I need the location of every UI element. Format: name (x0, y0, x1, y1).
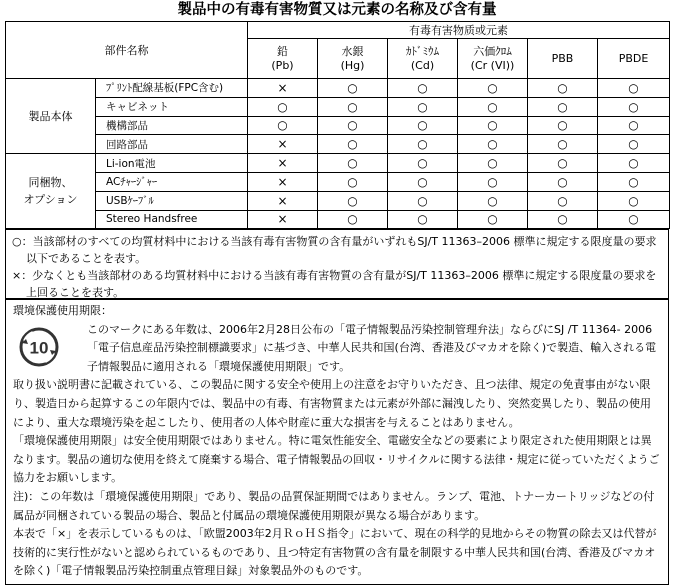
substance-column-header (598, 39, 670, 79)
substance-mark: ○ (248, 116, 318, 135)
substance-mark: ○ (388, 135, 458, 154)
substance-mark: ○ (458, 97, 528, 116)
substance-mark: ○ (528, 135, 598, 154)
part-name-header: 部件名称 (6, 22, 248, 79)
group-name-line: オプション (23, 193, 78, 207)
table-row (6, 172, 670, 191)
substance-mark: ○ (458, 154, 528, 173)
legend-circle-note: ○：当該部材のすべての均質材料中における当該有毒有害物質の含有量がいずれもSJ/T 11363–2006 標準に規定する限度量の要求以下であることを表す。 (12, 235, 657, 265)
substance-mark: × (248, 210, 318, 229)
table-row (6, 97, 670, 116)
notice-paragraph-5: 本表で「×」を表示しているものは、「欧盟2003年2月ＲｏＨＳ指令」において、現在の科学的見地からその物質の除去又は代替が技術的に実行性がないと認められているものであり、且つ特定有害物質の含有量を制限する中華人民共和国(台湾、香港及びマカオを除く)「電子情報製品汚染控制重点管理目録」対象製品外のものです。 (13, 527, 657, 578)
notice-paragraph-4: 注)：この年数は「環境保護使用期限」であり、製品の品質保証期間ではありません。ランプ、電池、トナーカートリッジなどの付属品が同梱されている製品の場合、製品と付属品の環境保護使用期限が異なる場合があります。 (13, 489, 655, 522)
substance-mark: ○ (458, 135, 528, 154)
substance-mark: ○ (528, 210, 598, 229)
substance-mark: ○ (598, 116, 670, 135)
component-name: ACﾁｬｰｼﾞｬｰ (96, 172, 248, 191)
substance-mark: × (248, 135, 318, 154)
legend (5, 229, 669, 299)
hazardous-substance-table (5, 21, 670, 229)
substance-mark: ○ (318, 135, 388, 154)
group-name-cell (6, 154, 96, 229)
substance-mark: ○ (598, 154, 670, 173)
component-name: 機構部品 (96, 116, 248, 135)
substance-symbol: (Cr (VI)) (470, 58, 515, 72)
substance-name: 六価ｸﾛﾑ (473, 44, 512, 58)
substance-mark: ○ (598, 79, 670, 98)
substance-name: 鉛 (277, 44, 288, 58)
substance-mark: ○ (318, 172, 388, 191)
substance-mark: ○ (458, 172, 528, 191)
substance-mark: ○ (388, 79, 458, 98)
legend-cross-note: ×：少なくとも当該部材のある均質材料中における当該有毒有害物質の含有量がSJ/T 11363–2006 標準に規定する限度量の要求を上回ることを表す。 (12, 269, 657, 299)
group-name-line: 同梱物、 (28, 176, 73, 190)
substance-mark: ○ (528, 116, 598, 135)
component-name: Stereo Handsfree (96, 210, 248, 229)
substance-mark: ○ (388, 116, 458, 135)
substance-mark: ○ (318, 154, 388, 173)
substance-mark: × (248, 172, 318, 191)
substance-mark: ○ (388, 172, 458, 191)
substance-mark: × (248, 191, 318, 210)
substance-mark: ○ (458, 116, 528, 135)
substance-mark: ○ (388, 210, 458, 229)
epup-10-year-logo-icon (19, 327, 59, 367)
substance-symbol: (Pb) (271, 58, 294, 72)
substance-symbol: (Hg) (340, 58, 365, 72)
substance-mark: ○ (598, 172, 670, 191)
substance-mark: ○ (318, 79, 388, 98)
epup-logo-number: 10 (29, 338, 49, 358)
substance-mark: × (248, 79, 318, 98)
substance-mark: ○ (528, 97, 598, 116)
substance-mark: ○ (458, 79, 528, 98)
substance-header: 有毒有害物质或元素 (248, 22, 670, 39)
substance-mark: ○ (318, 191, 388, 210)
table-row (6, 210, 670, 229)
component-name: ﾌﾟﾘﾝﾄ配線基板(FPC含む) (96, 79, 248, 98)
substance-mark: ○ (458, 210, 528, 229)
substance-column-header (318, 39, 388, 79)
substance-mark: ○ (458, 191, 528, 210)
substance-mark: ○ (528, 172, 598, 191)
substance-mark: ○ (528, 191, 598, 210)
substance-column-header (388, 39, 458, 79)
substance-name: 水銀 (341, 44, 364, 58)
document-title: 製品中の有毒有害物質又は元素の名称及び含有量 (177, 2, 497, 18)
substance-column-header (528, 39, 598, 79)
notice-paragraph-3: 「環境保護使用期限」は安全使用期限ではありません。特に電気性能安全、電磁安全などの要素により限定された使用期限とは異なります。製品の適切な使用を終えて廃棄する場合、電子情報製品の回収・リサイクルに関する法律・規定に従っていただくようご協力をお願いします。 (13, 434, 660, 485)
substance-mark: ○ (248, 97, 318, 116)
substance-mark: ○ (388, 191, 458, 210)
substance-mark: ○ (388, 154, 458, 173)
substance-mark: ○ (528, 154, 598, 173)
substance-symbol: (Cd) (410, 58, 435, 72)
table-row (6, 116, 670, 135)
substance-mark: ○ (318, 97, 388, 116)
notice-paragraph-2: 取り扱い説明書に記載されている、この製品に関する安全や使用上の注意をお守りいただき、且つ法律、規定の免責事由がない限り、製造日から起算するこの年限内では、製品中の有毒、有害物質または元素が外部に漏洩したり、突然変異したり、製品の使用により、重大な環境汚染を起こしたり、使用者の人体や財産に重大な損害を与えることはありません。 (13, 378, 651, 429)
table-row (6, 191, 670, 210)
environmental-notice (5, 299, 669, 585)
substance-mark: ○ (598, 135, 670, 154)
group-name-line: 製品本体 (28, 109, 73, 123)
substance-name: PBDE (618, 51, 649, 65)
substance-mark: ○ (598, 191, 670, 210)
table-row (6, 135, 670, 154)
group-name-cell (6, 79, 96, 154)
substance-name: ｶﾄﾞﾐｳﾑ (406, 44, 439, 58)
substance-mark: ○ (598, 210, 670, 229)
notice-heading: 環境保護使用期限： (13, 304, 112, 317)
substance-column-header (248, 39, 318, 79)
substance-mark: ○ (528, 79, 598, 98)
component-name: キャビネット (96, 97, 248, 116)
substance-column-header (458, 39, 528, 79)
component-name: USBｹｰﾌﾞﾙ (96, 191, 248, 210)
table-row (6, 154, 670, 173)
notice-logo-paragraph: このマークにある年数は、2006年2月28日公布の「電子情報製品汚染控制管理弁法」ならびにSJ /T 11364- 2006「電子信息産品汚染控制標識要求」に基づき、中華人民共和国(台湾、香港及びマカオを除く)で製造、輸入される電子情報製品に適用される「環境保護使用期限」です。 (87, 322, 657, 373)
substance-mark: × (248, 154, 318, 173)
component-name: Li-ion電池 (96, 154, 248, 173)
substance-mark: ○ (388, 97, 458, 116)
substance-mark: ○ (318, 116, 388, 135)
component-name: 回路部品 (96, 135, 248, 154)
substance-mark: ○ (318, 210, 388, 229)
substance-name: PBB (551, 51, 574, 65)
table-row (6, 79, 670, 98)
substance-mark: ○ (598, 97, 670, 116)
